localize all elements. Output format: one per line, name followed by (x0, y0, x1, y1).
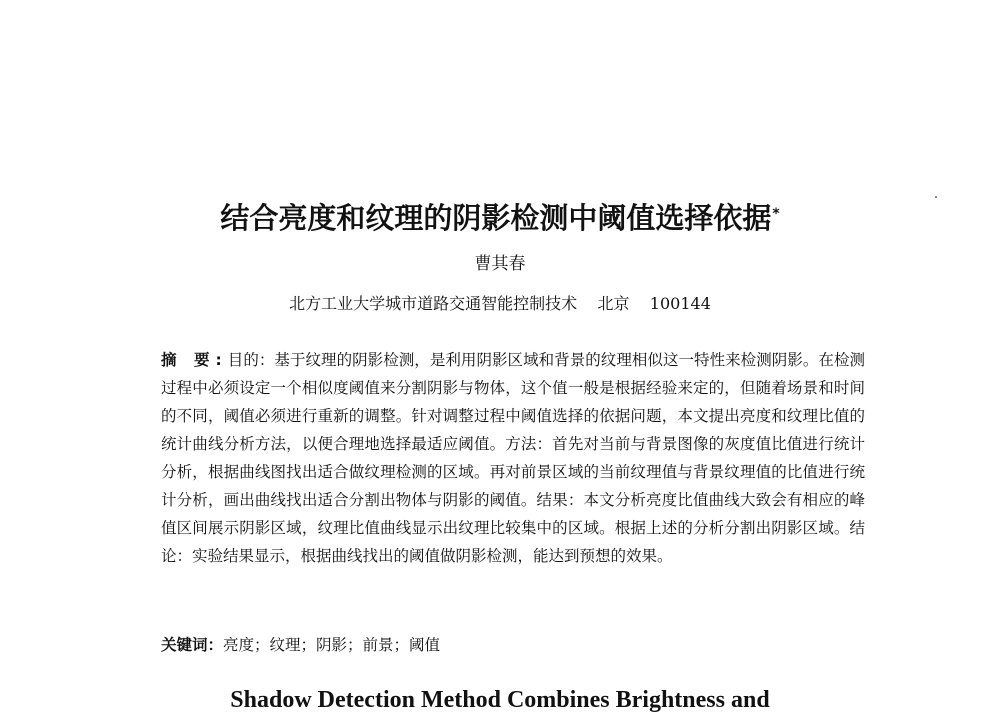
paper-title (0, 198, 1000, 238)
keywords-label: 关键词 (161, 636, 208, 654)
keywords (161, 632, 865, 658)
title-footnote-mark: * (772, 206, 780, 222)
keywords-separator: ： (207, 636, 224, 654)
keywords-text: 亮度；纹理；阴影；前景；阈值 (223, 636, 441, 654)
paper-title-text: 结合亮度和纹理的阴影检测中阈值选择依据 (220, 201, 772, 235)
author-name: 曹其春 (474, 254, 526, 274)
author-affiliation: 北方工业大学城市道路交通智能控制技术 北京 100144 (289, 294, 711, 313)
abstract-label: 摘 要 (161, 351, 216, 369)
abstract-label-separator: : (215, 351, 228, 369)
abstract (161, 346, 865, 570)
english-title: Shadow Detection Method Combines Brightness and (230, 687, 770, 713)
abstract-text: 目的：基于纹理的阴影检测，是利用阴影区域和背景的纹理相似这一特性来检测阴影。在检测过程中必须设定一个相似度阈值来分割阴影与物体，这个值一般是根据经验来定的，但随着场景和时间的不同，阈值必须进行重新的调整。针对调整过程中阈值选择的依据问题，本文提出亮度和纹理比值的统计曲线分析方法，以便合理地选择最适应阈值。方法：首先对当前与背景图像的灰度值比值进行统计分析，根据曲线图找出适合做纹理检测的区域。再对前景区域的当前纹理值与背景纹理值的比值进行统计分析，画出曲线找出适合分割出物体与阴影的阈值。结果：本文分析亮度比值曲线大致会有相应的峰值区间展示阴影区域，纹理比值曲线显示出纹理比较集中的区域。根据上述的分析分割出阴影区域。结论：实验结果显示，根据曲线找出的阈值做阴影检测，能达到预想的效果。 (161, 351, 865, 565)
